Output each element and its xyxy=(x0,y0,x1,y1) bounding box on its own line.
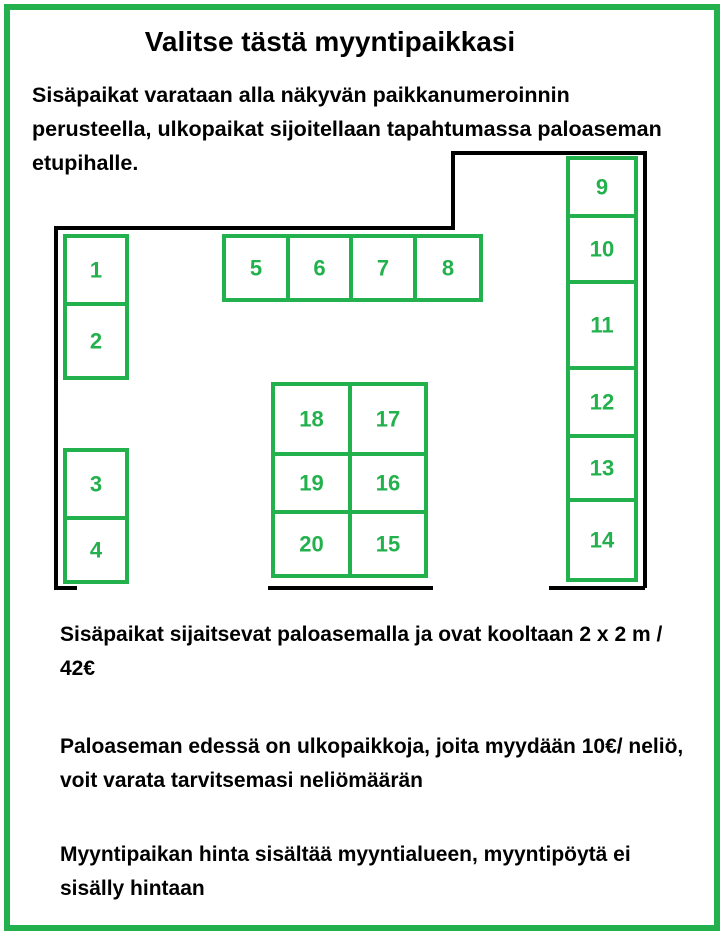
sales-spot-20[interactable] xyxy=(273,512,350,576)
sales-spot-19[interactable] xyxy=(273,454,350,512)
sales-spot-12[interactable] xyxy=(568,368,636,436)
sales-spot-11[interactable] xyxy=(568,282,636,368)
sales-spot-7[interactable] xyxy=(351,236,415,300)
sales-spot-number: 15 xyxy=(375,531,401,557)
sales-spot-number: 1 xyxy=(89,257,103,283)
note-outdoor: Paloaseman edessä on ulkopaikkoja, joita myydään 10€/ neliö, voit varata tarvitsemasi neliömäärän xyxy=(60,735,684,792)
sales-spot-number: 3 xyxy=(89,471,103,497)
sales-spot-6[interactable] xyxy=(288,236,351,300)
sales-spot-number: 13 xyxy=(589,455,615,481)
sales-spot-14[interactable] xyxy=(568,500,636,580)
sales-spot-10[interactable] xyxy=(568,216,636,282)
sales-spot-number: 17 xyxy=(375,406,401,432)
sales-spot-number: 4 xyxy=(89,537,103,563)
sales-spot-15[interactable] xyxy=(350,512,426,576)
sales-spot-number: 8 xyxy=(441,255,455,281)
sales-spot-number: 7 xyxy=(376,255,390,281)
intro-text: Sisäpaikat varataan alla näkyvän paikkanumeroinnin perusteella, ulkopaikat sijoitellaan tapahtumassa paloaseman etupihalle. xyxy=(32,83,662,175)
sales-spot-number: 12 xyxy=(589,389,615,415)
sales-spot-number: 20 xyxy=(299,531,324,557)
sales-spot-13[interactable] xyxy=(568,436,636,500)
sales-spot-number: 2 xyxy=(89,328,103,354)
sales-spot-number: 18 xyxy=(299,406,324,432)
sales-spot-3[interactable] xyxy=(65,450,127,518)
sales-spots xyxy=(65,158,636,582)
sales-spot-18[interactable] xyxy=(273,384,350,454)
page-title: Valitse tästä myyntipaikkasi xyxy=(144,26,516,57)
sales-spot-number: 6 xyxy=(313,255,326,281)
sales-spot-number: 9 xyxy=(595,174,609,200)
sales-spot-2[interactable] xyxy=(65,304,127,378)
note-includes: Myyntipaikan hinta sisältää myyntialueen, myyntipöytä ei sisälly hintaan xyxy=(60,843,631,900)
sales-spot-9[interactable] xyxy=(568,158,636,216)
sales-spot-1[interactable] xyxy=(65,236,127,304)
sales-spot-8[interactable] xyxy=(415,236,481,300)
sales-spot-number: 19 xyxy=(299,470,324,496)
sales-spot-number: 14 xyxy=(589,527,615,553)
sales-spot-number: 10 xyxy=(589,236,615,262)
sales-spot-5[interactable] xyxy=(224,236,288,300)
sales-spot-4[interactable] xyxy=(65,518,127,582)
sales-spot-16[interactable] xyxy=(350,454,426,512)
sales-spot-number: 5 xyxy=(249,255,263,281)
sales-spot-number: 16 xyxy=(375,470,401,496)
sales-spot-17[interactable] xyxy=(350,384,426,454)
sales-spot-number: 11 xyxy=(590,312,614,338)
note-size-price: Sisäpaikat sijaitsevat paloasemalla ja ovat kooltaan 2 x 2 m / 42€ xyxy=(60,623,663,680)
